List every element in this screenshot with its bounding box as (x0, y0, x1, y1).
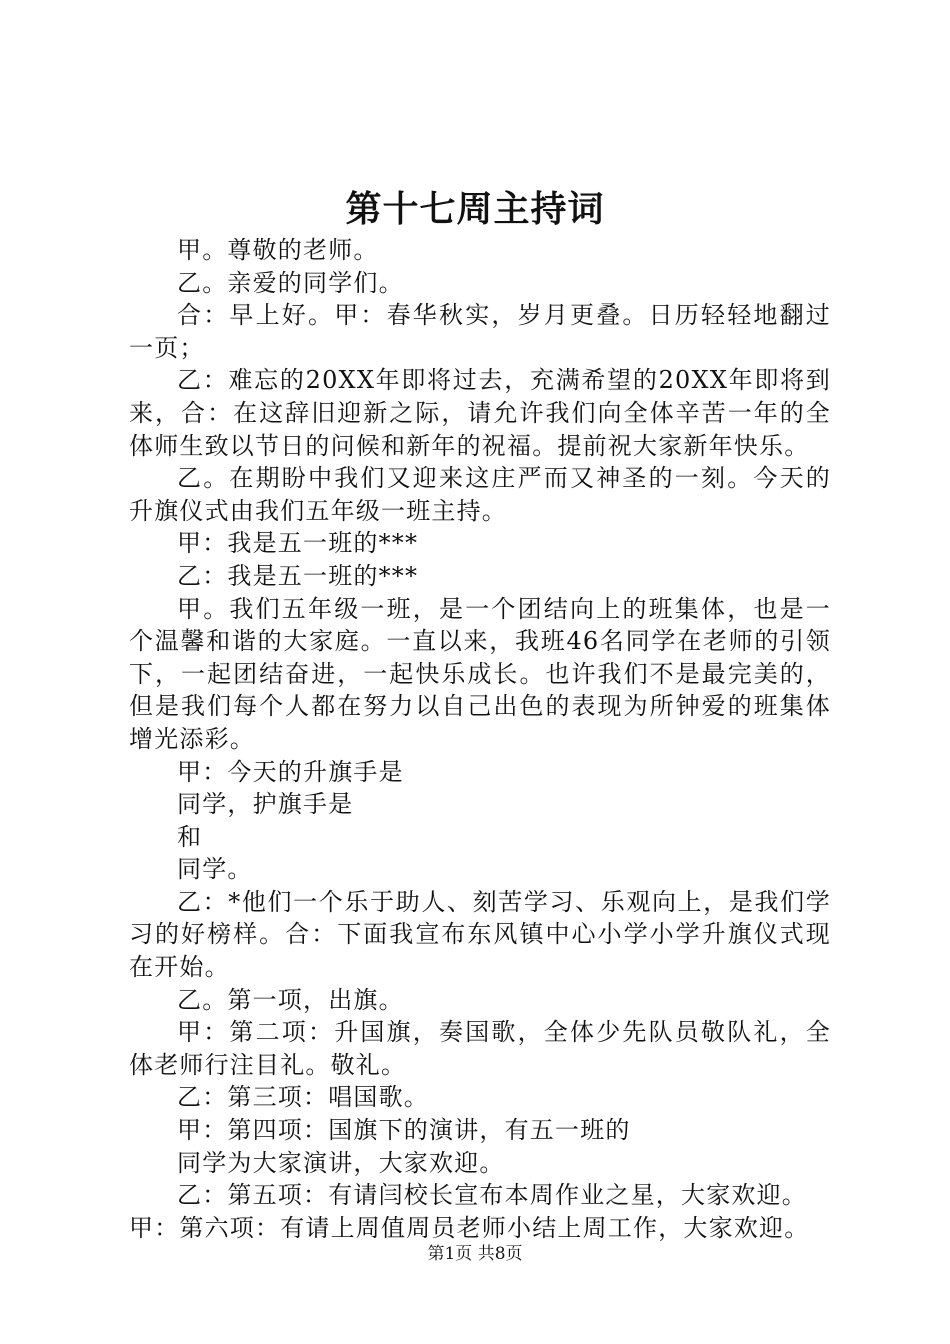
paragraph: 乙：难忘的20XX年即将过去，充满希望的20XX年即将到来，合：在这辞旧迎新之际，请允许我们向全体辛苦一年的全体师生致以节日的问候和新年的祝福。提前祝大家新年快乐。 (129, 366, 831, 460)
paragraph: 同学。 (177, 855, 253, 884)
paragraph: 甲。尊敬的老师。 (177, 236, 379, 264)
paragraph: 甲：我是五一班的*** (177, 529, 419, 558)
paragraph: 同学，护旗手是 (177, 790, 354, 819)
paragraph: 和 (177, 822, 203, 851)
paragraph: 乙：第三项：唱国歌。 (177, 1083, 429, 1112)
document-body (129, 234, 831, 1244)
paragraph: 乙。在期盼中我们又迎来这庄严而又神圣的一刻。今天的升旗仪式由我们五年级一班主持。 (129, 464, 831, 525)
paragraph: 乙：*他们一个乐于助人、刻苦学习、乐观向上，是我们学习的好榜样。合：下面我宣布东风镇中心小学小学升旗仪式现在开始。 (129, 887, 831, 982)
paragraph: 甲：今天的升旗手是 (177, 757, 404, 786)
paragraph: 同学为大家演讲，大家欢迎。 (177, 1148, 505, 1177)
document-title: 第十七周主持词 (345, 188, 605, 230)
page-footer: 第1页 共8页 (427, 1244, 523, 1264)
paragraph: 甲：第六项：有请上周值周员老师小结上周工作，大家欢迎。 (129, 1213, 810, 1242)
paragraph: 甲：第二项：升国旗，奏国歌，全体少先队员敬队礼，全体老师行注目礼。敬礼。 (129, 1018, 831, 1079)
paragraph: 乙：我是五一班的*** (177, 561, 419, 590)
paragraph: 甲。我们五年级一班，是一个团结向上的班集体，也是一个温馨和谐的大家庭。一直以来，我班46名同学在老师的引领下，一起团结奋进，一起快乐成长。也许我们不是最完美的，但是我们每个人都在努力以自己出色的表现为所钟爱的班集体增光添彩。 (129, 594, 831, 753)
paragraph: 甲：第四项：国旗下的演讲，有五一班的 (177, 1116, 631, 1145)
paragraph: 乙：第五项：有请闫校长宣布本周作业之星，大家欢迎。 (177, 1181, 807, 1210)
paragraph: 合：早上好。甲：春华秋实，岁月更叠。日历轻轻地翻过一页； (129, 301, 831, 362)
paragraph: 乙。第一项，出旗。 (177, 985, 404, 1014)
paragraph: 乙。亲爱的同学们。 (177, 268, 404, 297)
